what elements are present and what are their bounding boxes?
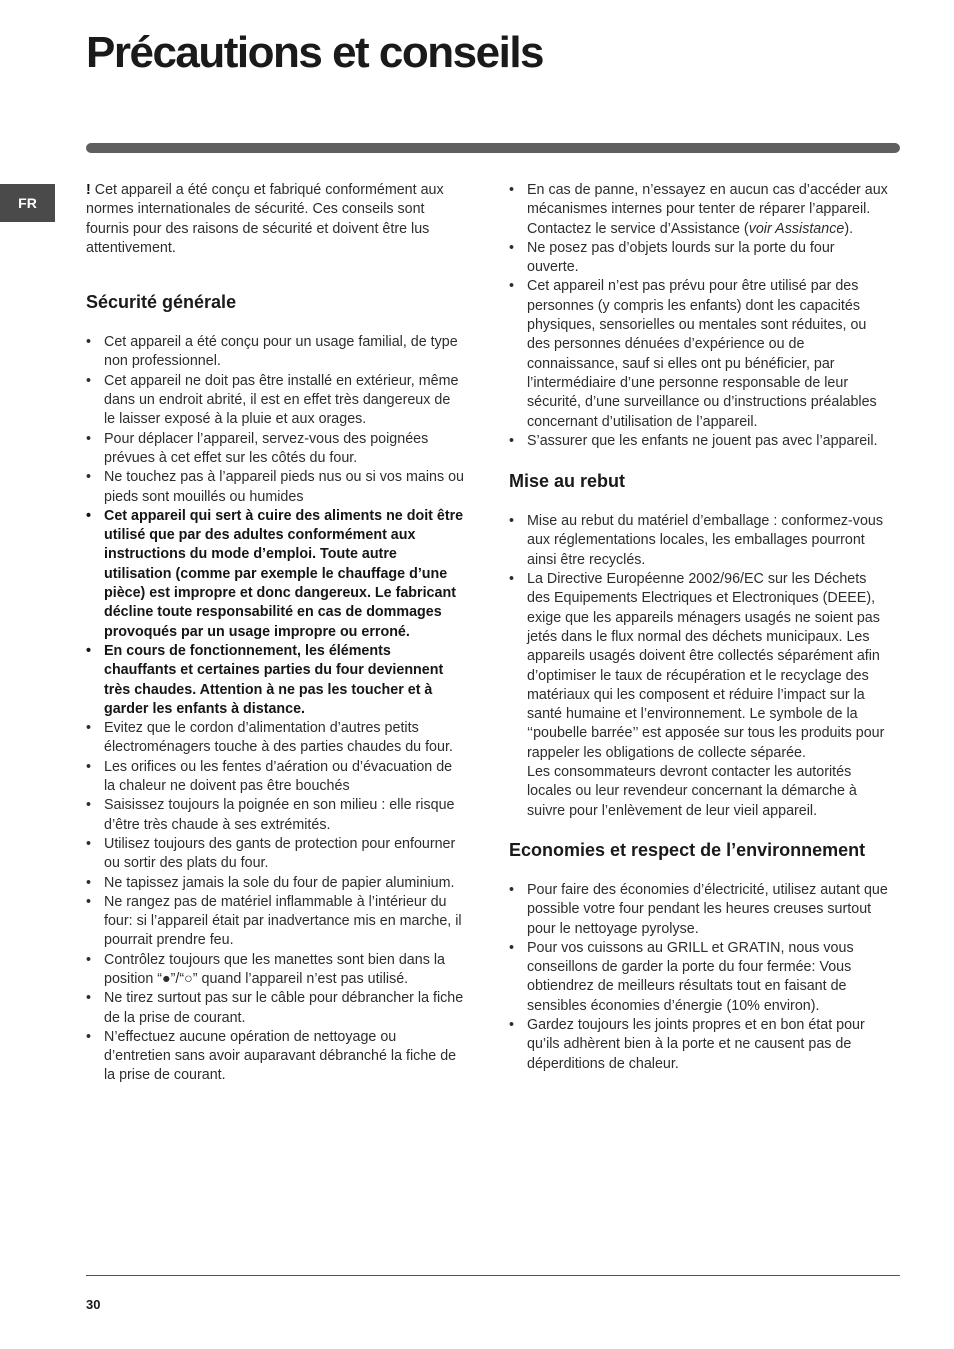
list-item: • Ne tapissez jamais la sole du four de papier aluminium. — [86, 874, 464, 893]
weee-text-cont: Les consommateurs devront contacter les autorités locales ou leur revendeur concernant la démarche à suivre pour l’enlèvement de leur vieil appareil. — [527, 764, 857, 819]
list-item-weee — [509, 570, 889, 821]
safety-list-continued — [509, 181, 889, 451]
disposal-list — [509, 512, 889, 821]
list-item-warning: • En cours de fonctionnement, les éléments chauffants et certaines parties du four deviennent très chaudes. Attention à ne pas les toucher et à garder les enfants à distance. — [86, 642, 464, 719]
list-item: • Saisissez toujours la poignée en son milieu : elle risque d’être très chaude à ses extrémités. — [86, 796, 464, 835]
left-column — [86, 181, 464, 1086]
list-item: • Contrôlez toujours que les manettes sont bien dans la position “●”/“○” quand l’appareil n’est pas utilisé. — [86, 951, 464, 990]
assistance-text-end: ). — [844, 220, 854, 237]
energy-saving-list — [509, 881, 889, 1074]
list-item: • Ne tirez surtout pas sur le câble pour débrancher la fiche de la prise de courant. — [86, 989, 464, 1028]
list-item: • Cet appareil n’est pas prévu pour être utilisé par des personnes (y compris les enfants) dont les capacités physiques, sensorielles ou mentales sont réduites, ou des personnes dénuées d’expérience ou de connaissance, sauf si elles ont pu bénéficier, par l’intermédiaire d’une personne responsable de leur sécurité, d’une surveillance ou d’instructions préalables concernant d’utilisation de l’appareil. — [509, 277, 889, 431]
list-item: • Evitez que le cordon d’alimentation d’autres petits électroménagers touche à des parties chaudes du four. — [86, 719, 464, 758]
list-item: • Cet appareil ne doit pas être installé en extérieur, même dans un endroit abrité, il est en effet très dangereux de le laisser exposé à la pluie et aux orages. — [86, 372, 464, 430]
language-tab: FR — [0, 184, 55, 222]
weee-text: • La Directive Européenne 2002/96/EC sur les Déchets des Equipements Electriques et Electroniques (DEEE), exige que les appareils ménagers usagés ne soient pas jetés dans le flux normal des déchets municipaux. Les appareils usagés doivent être collectés séparément afin d’optimiser le taux de récupération et le recyclage des matériaux qui les composent et réduire l’impact sur la santé humaine et l’environnement. Le symbole de la ‘‘poubelle barrée’’ est apposée sur tous les produits pour rappeler les obligations de collecte séparée. — [527, 571, 885, 761]
list-item: • Pour faire des économies d’électricité, utilisez autant que possible votre four pendant les heures creuses surtout pour le nettoyage pyrolyse. — [509, 881, 889, 939]
list-item: • Ne posez pas d’objets lourds sur la porte du four ouverte. — [509, 239, 889, 278]
list-item: • Les orifices ou les fentes d’aération ou d’évacuation de la chaleur ne doivent pas être bouchés — [86, 758, 464, 797]
intro-paragraph — [86, 181, 464, 258]
intro-text: Cet appareil a été conçu et fabriqué conformément aux normes internationales de sécurité. Ces conseils sont fournis pour des raisons de sécurité et doivent être lus attentivement. — [86, 182, 444, 256]
list-item: • Utilisez toujours des gants de protection pour enfourner ou sortir des plats du four. — [86, 835, 464, 874]
page-title: Précautions et conseils — [86, 28, 544, 77]
assistance-text: En cas de panne, n’essayez en aucun cas d’accéder aux mécanismes internes pour tenter de réparer l’appareil. Contactez le service d’Assistance ( — [527, 182, 888, 237]
section-title-general-safety: Sécurité générale — [86, 292, 237, 313]
list-item-assistance — [509, 181, 889, 239]
list-item: • Ne rangez pas de matériel inflammable à l’intérieur du four: si l’appareil était par inadvertance mis en marche, il pourrait prendre feu. — [86, 893, 464, 951]
section-title-energy-saving: Economies et respect de l’environnement — [509, 839, 866, 860]
list-item: • Gardez toujours les joints propres et en bon état pour qu’ils adhèrent bien à la porte et ne causent pas de déperditions de chaleur. — [509, 1016, 889, 1074]
page-number: 30 — [86, 1297, 101, 1312]
list-item: • Pour vos cuissons au GRILL et GRATIN, nous vous conseillons de garder la porte du four fermée: Vous obtiendrez de meilleurs résultats tout en faisant de sensibles économies d’énergie (10% environ). — [509, 939, 889, 1016]
warning-mark: ! — [86, 182, 91, 198]
header-rule — [86, 143, 900, 153]
right-column — [509, 181, 889, 1074]
list-item: • Ne touchez pas à l’appareil pieds nus ou si vos mains ou pieds sont mouillés ou humides — [86, 468, 464, 507]
list-item: • Pour déplacer l’appareil, servez-vous des poignées prévues à cet effet sur les côtés du four. — [86, 430, 464, 469]
list-item: • Cet appareil a été conçu pour un usage familial, de type non professionnel. — [86, 333, 464, 372]
list-item: • S’assurer que les enfants ne jouent pas avec l’appareil. — [509, 432, 889, 451]
footer-rule — [86, 1275, 900, 1276]
section-title-disposal: Mise au rebut — [509, 471, 626, 492]
assistance-reference: voir Assistance — [748, 220, 845, 237]
list-item-warning: • Cet appareil qui sert à cuire des aliments ne doit être utilisé que par des adultes conformément aux instructions du mode d’emploi. Toute autre utilisation (comme par exemple le chauffage d’une pièce) est impropre et donc dangereux. Le fabricant décline toute responsabilité en cas de dommages provoqués par un usage impropre ou erroné. — [86, 507, 464, 642]
list-item: • N’effectuez aucune opération de nettoyage ou d’entretien sans avoir auparavant débranché la fiche de la prise de courant. — [86, 1028, 464, 1086]
general-safety-list — [86, 333, 464, 1086]
list-item: • Mise au rebut du matériel d’emballage : conformez-vous aux réglementations locales, les emballages pourront ainsi être recyclés. — [509, 512, 889, 570]
